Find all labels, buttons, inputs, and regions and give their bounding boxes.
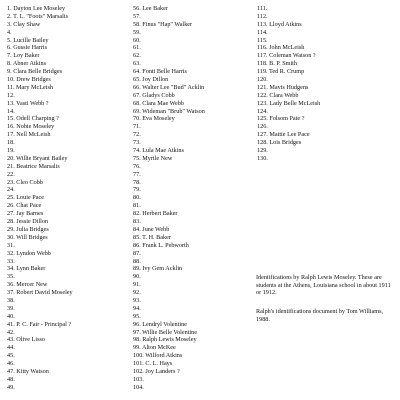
list-entry: 95. xyxy=(133,312,141,320)
list-entry: 57. xyxy=(133,12,141,20)
list-entry: 66. Walter Lee "Bud" Acklin xyxy=(133,83,205,91)
name-list-column-1 xyxy=(7,5,73,392)
list-entry: 34. Lynn Baker xyxy=(7,265,46,273)
list-entry: 85. T. H. Baker xyxy=(133,233,171,241)
list-entry: 32. Lyndon Webb xyxy=(7,249,51,257)
list-entry: 7. Loy Baker xyxy=(7,52,40,60)
list-entry: 29. Julia Bridges xyxy=(7,225,49,233)
list-entry: 127. Mattie Lee Pace xyxy=(257,131,310,139)
list-entry: 72. xyxy=(133,131,141,139)
list-entry: 96. Lendryl Volentine xyxy=(133,320,187,328)
list-entry: 90. xyxy=(133,273,141,281)
list-entry: 69. Wideman "Brub" Watson xyxy=(133,107,205,115)
list-entry: 119. Ted R. Crump xyxy=(257,68,305,76)
list-entry: 101. C. L. Hays xyxy=(133,360,173,368)
list-entry: 30. Will Bridges xyxy=(7,233,48,241)
list-entry: 46. xyxy=(7,360,15,368)
list-entry: 61. xyxy=(133,44,141,52)
list-entry: 6. Gussie Harris xyxy=(7,44,48,52)
list-entry: 89. Ivy Gem Acklin xyxy=(133,265,183,273)
list-entry: 39. xyxy=(7,304,15,312)
list-entry: 26. Chat Pace xyxy=(7,202,42,210)
list-entry: 11. Mary McLeish xyxy=(7,83,53,91)
list-entry: 28. Jessie Dillon xyxy=(7,218,49,226)
list-entry: 44. xyxy=(7,344,15,352)
list-entry: 45. xyxy=(7,352,15,360)
list-entry: 100. Wilford Atkins xyxy=(133,352,183,360)
list-entry: 126. xyxy=(257,123,268,131)
list-entry: 123. Lady Belle McLeish xyxy=(257,99,321,107)
list-entry: 60. xyxy=(133,36,141,44)
list-entry: 104. xyxy=(133,383,144,391)
list-entry: 38. xyxy=(7,296,15,304)
list-entry: 36. Mercer New xyxy=(7,281,48,289)
list-entry: 114. xyxy=(257,28,268,36)
list-entry: 23. Cleo Cobb xyxy=(7,178,43,186)
list-entry: 99. Alton McKee xyxy=(133,344,176,352)
list-entry: 48. xyxy=(7,375,15,383)
list-entry: 20. Willie Bryant Bailey xyxy=(7,154,68,162)
list-entry: 31. xyxy=(7,241,15,249)
list-entry: 98. Ralph Lewis Moseley xyxy=(133,336,197,344)
list-entry: 1. Dayton Lee Moseley xyxy=(7,5,66,12)
list-entry: 103. xyxy=(133,375,144,383)
list-entry: 10. Drew Bridges xyxy=(7,76,51,84)
list-entry: 88. xyxy=(133,257,141,265)
list-entry: 58. Finus "Hap" Walker xyxy=(133,20,193,28)
list-entry: 86. Frank L. Pebworth xyxy=(133,241,189,249)
list-entry: 121. Mavis Hudgens xyxy=(257,83,309,91)
list-entry: 93. xyxy=(133,296,141,304)
list-entry: 75. Myrtle New xyxy=(133,154,173,162)
list-entry: 74. Lula Mae Atkins xyxy=(133,147,184,155)
list-entry: 22. xyxy=(7,170,15,178)
list-entry: 56. Lee Baker xyxy=(133,5,168,12)
list-entry: 82. Herbert Baker xyxy=(133,210,178,218)
list-entry: 40. xyxy=(7,312,15,320)
list-entry: 120. xyxy=(257,76,268,84)
list-entry: 49. xyxy=(7,383,15,391)
list-entry: 87. xyxy=(133,249,141,257)
list-entry: 81. xyxy=(133,202,141,210)
list-entry: 63. xyxy=(133,60,141,68)
list-entry: 73. xyxy=(133,139,141,147)
list-entry: 18. xyxy=(7,139,15,147)
list-entry: 80. xyxy=(133,194,141,202)
list-entry: 13. Vasti Webb ? xyxy=(7,99,49,107)
list-entry: 83. xyxy=(133,218,141,226)
list-entry: 15. Odell Charping ? xyxy=(7,115,59,123)
list-entry: 65. Joy Dillon xyxy=(133,76,169,84)
document-credit-note: Ralph's identifications document by Tom Williams, 1988. xyxy=(256,308,384,323)
list-entry: 37. Robert David Moseley xyxy=(7,289,73,297)
list-entry: 128. Lois Bridges xyxy=(257,139,302,147)
list-entry: 59. xyxy=(133,28,141,36)
list-entry: 12. xyxy=(7,91,15,99)
list-entry: 35. xyxy=(7,273,15,281)
list-entry: 116. John McLeish xyxy=(257,44,305,52)
list-entry: 4. xyxy=(7,28,12,36)
list-entry: 8. Abner Atkins xyxy=(7,60,47,68)
list-entry: 112. xyxy=(257,12,268,20)
list-entry: 92. xyxy=(133,289,141,297)
list-entry: 67. Gladys Cobb xyxy=(133,91,175,99)
list-entry: 5. Lucille Bailey xyxy=(7,36,49,44)
list-entry: 102. Joy Landers ? xyxy=(133,367,180,375)
list-entry: 71. xyxy=(133,123,141,131)
list-entry: 77. xyxy=(133,170,141,178)
list-entry: 19. xyxy=(7,147,15,155)
list-entry: 124. xyxy=(257,107,268,115)
list-entry: 14. xyxy=(7,107,15,115)
list-entry: 3. Clay Shaw xyxy=(7,20,41,28)
list-entry: 2. T. L. "Foots" Marsalis xyxy=(7,12,69,20)
list-entry: 84. June Webb xyxy=(133,225,170,233)
name-list-column-3 xyxy=(257,5,320,163)
list-entry: 79. xyxy=(133,186,141,194)
list-entry: 68. Clara Mae Webb xyxy=(133,99,184,107)
list-entry: 78. xyxy=(133,178,141,186)
list-entry: 117. Coleman Watson ? xyxy=(257,52,316,60)
list-entry: 42. xyxy=(7,328,15,336)
list-entry: 24. xyxy=(7,186,15,194)
list-entry: 125. Folsom Pate ? xyxy=(257,115,305,123)
list-entry: 129. xyxy=(257,147,268,155)
list-entry: 17. Nell McLeish xyxy=(7,131,51,139)
list-entry: 115. xyxy=(257,36,268,44)
list-entry: 76. xyxy=(133,162,141,170)
list-entry: 43. Olive Lisso xyxy=(7,336,45,344)
name-list-column-2 xyxy=(133,5,205,392)
list-entry: 62. xyxy=(133,52,141,60)
list-entry: 64. Fonti Belle Harris xyxy=(133,68,187,76)
list-entry: 25. Louie Pace xyxy=(7,194,44,202)
list-entry: 94. xyxy=(133,304,141,312)
list-entry: 111. xyxy=(257,5,268,12)
list-entry: 70. Eva Moseley xyxy=(133,115,175,123)
list-entry: 41. P. C. Fair - Principal ? xyxy=(7,320,72,328)
list-entry: 16. Nobie Moseley xyxy=(7,123,55,131)
list-entry: 130. xyxy=(257,154,268,162)
list-entry: 27. Jay Barnes xyxy=(7,210,44,218)
list-entry: 91. xyxy=(133,281,141,289)
list-entry: 113. Lloyd Atkins xyxy=(257,20,302,28)
identifications-note: Identifications by Ralph Lewis Moseley. These are students at the Athens, Louisiana school in about 1911 or 1912. xyxy=(256,274,391,297)
list-entry: 122. Clara Webb xyxy=(257,91,299,99)
list-entry: 9. Clara Belle Bridges xyxy=(7,68,62,76)
list-entry: 97. Willie Belle Volentine xyxy=(133,328,198,336)
list-entry: 118. B. P. Smith xyxy=(257,60,297,68)
list-entry: 47. Kitty Watson xyxy=(7,367,49,375)
list-entry: 33. xyxy=(7,257,15,265)
list-entry: 21. Beatrice Marsalis xyxy=(7,162,60,170)
